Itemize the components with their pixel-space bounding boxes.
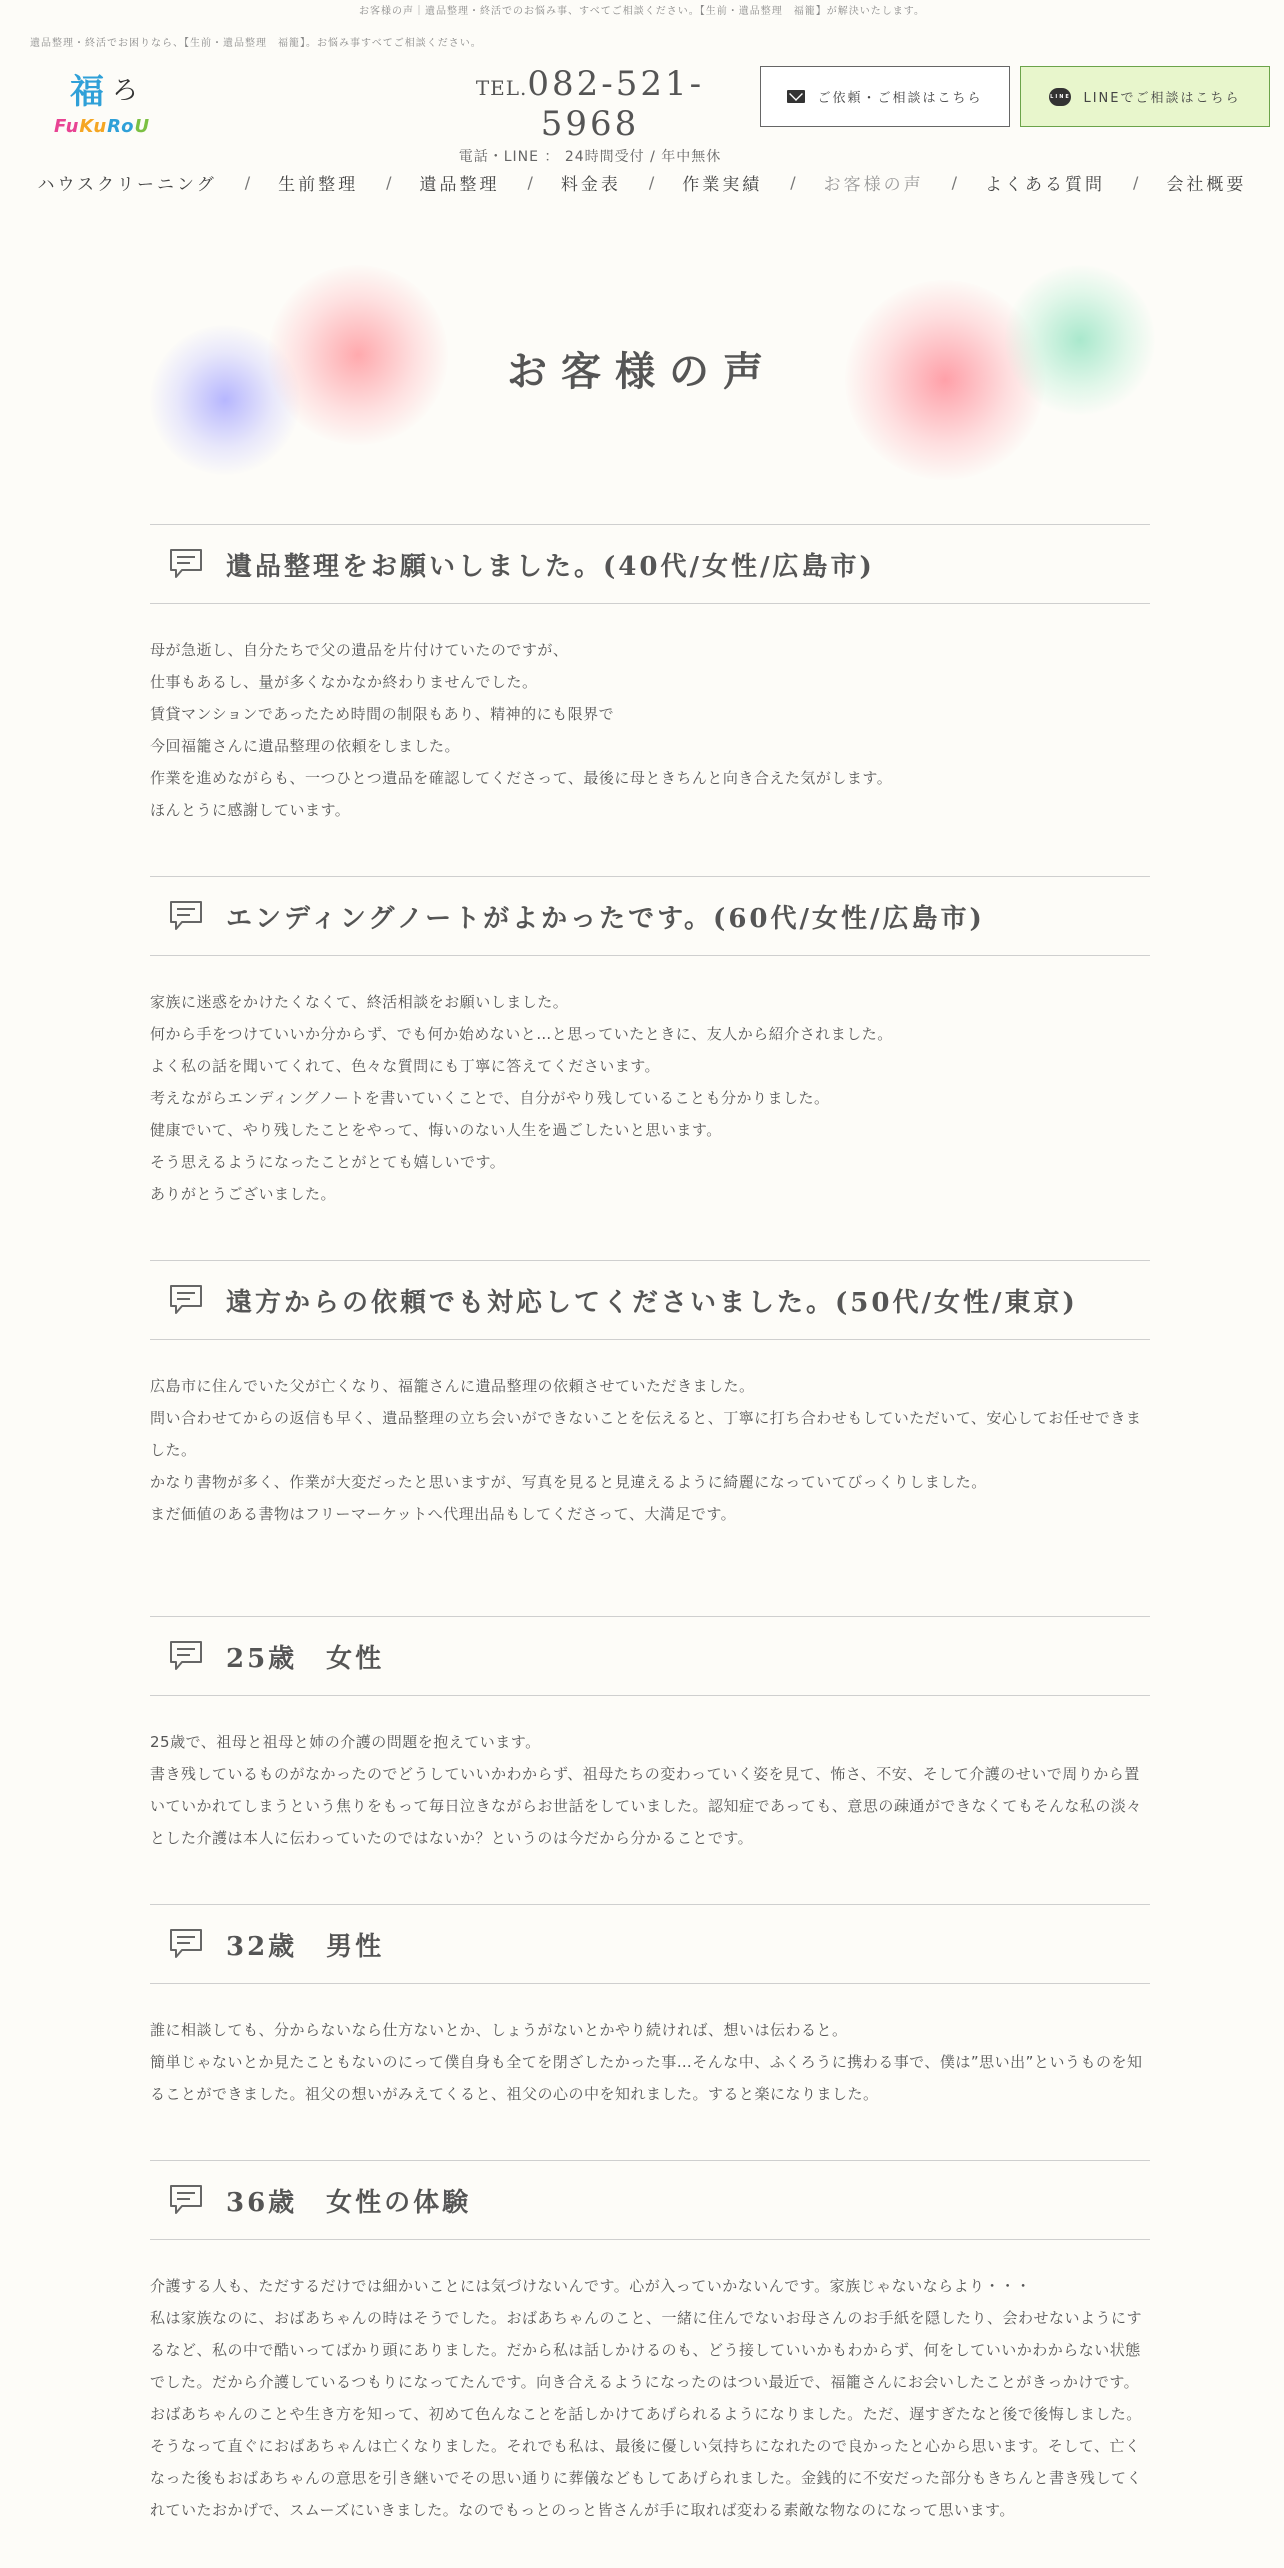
mail-icon	[787, 90, 805, 103]
nav-separator: /	[1133, 173, 1139, 192]
voice-body	[150, 1340, 1150, 1530]
phone-number[interactable]: 082-521-5968	[527, 64, 705, 144]
voice-title: 36歳 女性の体験	[226, 2187, 472, 2218]
voice-body	[150, 956, 1150, 1210]
voice-item	[150, 1904, 1150, 2110]
nav-separator: /	[386, 173, 392, 192]
nav-separator: /	[244, 173, 251, 192]
comment-icon	[168, 1927, 204, 1961]
nav-separator: /	[790, 173, 796, 192]
page-title: お客様の声	[507, 348, 777, 395]
nav-separator: /	[648, 173, 655, 192]
voice-title: 25歳 女性	[226, 1643, 385, 1674]
voice-text: 25歳で、祖母と祖母と姉の介護の問題を抱えています。 書き残しているものがなかったのでどうしていいかわからず、祖母たちの変わっていく姿を見て、怖さ、不安、そして介護のせいで周りから置いていかれてしまうという焦りをもって毎日泣きながらお世話をしていました。認知症であっても、意思の疎通ができなくてもそんな私の淡々とした介護は本人に伝わっていたのではないか？というのは今だから分かることです。	[150, 1733, 1142, 1847]
line-icon: LINE	[1049, 88, 1071, 106]
line-button-label: LINEでご相談はこちら	[1083, 91, 1241, 106]
voice-body	[150, 1984, 1150, 2110]
nav-item-works[interactable]: 作業実績	[682, 175, 763, 195]
comment-icon	[168, 899, 204, 933]
voice-text: 介護する人も、ただするだけでは細かいことには気づけないんです。心が入っていかないんです。家族じゃないならより・・・ 私は家族なのに、おばあちゃんの時はそうでした。おばあちゃんのこと、一緒に住んでないお母さんのお手紙を隠したり、会わせないようにするなど、私の中で酷いってばかり頭にありました。だから私は話しかけるのも、どう接していいかもわからず、何をしていいかわからない状態でした。だから介護しているつもりになってたんです。向き合えるようになったのはつい最近で、福籠さんにお会いしたことがきっかけです。おばあちゃんのことや生き方を知って、初めて色んなことを話しかけてあげられるようになりました。ただ、遅すぎたなと後で後悔しました。そうなって直ぐにおばあちゃんは亡くなりました。それでも私は、最後に優しい気持ちになれたので良かったと心から思います。そして、亡くなった後もおばあちゃんの意思を引き継いでその思い通りに葬儀などもしてあげられました。金銭的に不安だった部分もきちんと書き残してくれていたおかげで、スムーズにいきました。なのでもっとのっと皆さんが手に取れば変わる素敵な物なのになって思います。	[150, 2277, 1143, 2519]
site-logo[interactable]	[54, 64, 150, 144]
voice-header	[150, 524, 1150, 604]
comment-icon	[168, 547, 204, 581]
comment-icon	[168, 2183, 204, 2217]
logo-roman-part: U	[134, 116, 151, 137]
nav-item-house-cleaning[interactable]: ハウスクリーニング	[37, 175, 217, 195]
contact-button-label: ご依頼・ご相談はこちら	[817, 91, 983, 106]
voice-body	[150, 2240, 1150, 2526]
logo-roman-part: Ro	[107, 116, 135, 137]
comment-icon	[168, 1639, 204, 1673]
nav-item-company[interactable]: 会社概要	[1166, 175, 1247, 195]
voice-header	[150, 1616, 1150, 1696]
nav-separator: /	[527, 173, 533, 192]
nav-item-ihin-seiri[interactable]: 遺品整理	[419, 175, 500, 195]
nav-item-seizen-seiri[interactable]: 生前整理	[278, 175, 359, 195]
comment-icon	[168, 1283, 204, 1317]
nav-separator: /	[951, 173, 958, 192]
top-notice: お客様の声｜遺品整理・終活でのお悩み事、すべてご相談ください。【生前・遺品整理 福籠】が解決いたします。	[359, 6, 925, 17]
nav-item-faq[interactable]: よくある質問	[985, 175, 1106, 195]
phone-block	[440, 64, 740, 166]
line-button[interactable]	[1020, 66, 1270, 127]
voice-header	[150, 1904, 1150, 1984]
logo-kanji: 福	[70, 72, 104, 112]
phone-hours: 電話・LINE ： 24時間受付 / 年中無休	[458, 149, 722, 165]
hero-banner	[0, 260, 1284, 490]
voice-text: 広島市に住んでいた父が亡くなり、福籠さんに遺品整理の依頼させていただきました。 問い合わせてからの返信も早く、遺品整理の立ち会いができないことを伝えると、丁寧に打ち合わせもしていただいて、安心してお任せできました。 かなり書物が多く、作業が大変だったと思いますが、写真を見ると見違えるように綺麗になっていてびっくりしました。 まだ価値のある書物はフリーマーケットへ代理出品もしてくださって、大満足です。	[150, 1377, 1142, 1523]
voice-header	[150, 2160, 1150, 2240]
voice-item	[150, 1616, 1150, 1854]
voice-title: 遠方からの依頼でも対応してくださいました。(50代/女性/東京)	[226, 1287, 1078, 1318]
voice-body	[150, 1696, 1150, 1854]
voice-header	[150, 876, 1150, 956]
logo-roman-part: Ku	[79, 116, 108, 137]
voice-title: 32歳 男性	[226, 1931, 385, 1962]
nav-item-pricing[interactable]: 料金表	[560, 175, 621, 195]
contact-button[interactable]	[760, 66, 1010, 127]
voice-body	[150, 604, 1150, 826]
voice-item	[150, 876, 1150, 1210]
voice-title: エンディングノートがよかったです。(60代/女性/広島市)	[226, 903, 985, 934]
voice-title: 遺品整理をお願いしました。(40代/女性/広島市)	[226, 551, 875, 582]
sub-notice: 遺品整理・終活でお困りなら、【生前・遺品整理 福籠】。お悩み事すべてご相談ください。	[30, 38, 482, 49]
voices-list	[150, 524, 1150, 2568]
voice-text: 母が急逝し、自分たちで父の遺品を片付けていたのですが、 仕事もあるし、量が多くなかなか終わりませんでした。 賃貸マンションであったため時間の制限もあり、精神的にも限界で 今回福籠さんに遺品整理の依頼をしました。 作業を進めながらも、一つひとつ遺品を確認してくださって、最後に母ときちんと向き合えた気がします。 ほんとうに感謝しています。	[150, 641, 893, 819]
nav-item-voices[interactable]: お客様の声	[823, 175, 924, 195]
main-nav	[0, 170, 1284, 195]
voice-text: 誰に相談しても、分からないなら仕方ないとか、しょうがないとかやり続ければ、想いは伝わると。 簡単じゃないとか見たこともないのにって僕自身も全てを閉ざしたかった事…そんな中、ふくろうに携わる事で、僕は”思い出”というものを知ることができました。祖父の想いがみえてくると、祖父の心の中を知れました。すると楽になりました。	[150, 2021, 1143, 2103]
logo-roman	[54, 116, 150, 137]
phone-line[interactable]	[440, 64, 740, 144]
voice-header	[150, 1260, 1150, 1340]
phone-prefix: TEL.	[475, 76, 528, 100]
logo-owl-mark: ろ	[112, 76, 139, 106]
voice-item	[150, 524, 1150, 826]
voice-text: 家族に迷惑をかけたくなくて、終活相談をお願いしました。 何から手をつけていいか分からず、でも何か始めないと…と思っていたときに、友人から紹介されました。 よく私の話を聞いてくれて、色々な質問にも丁寧に答えてくださいます。 考えながらエンディングノートを書いていくことで、自分がやり残していることも分かりました。 健康でいて、やり残したことをやって、悔いのない人生を過ごしたいと思います。 そう思えるようになったことがとても嬉しいです。 ありがとうございました。	[150, 993, 893, 1203]
voice-item	[150, 2160, 1150, 2526]
voice-item	[150, 1260, 1150, 1530]
logo-roman-part: Fu	[54, 116, 80, 137]
